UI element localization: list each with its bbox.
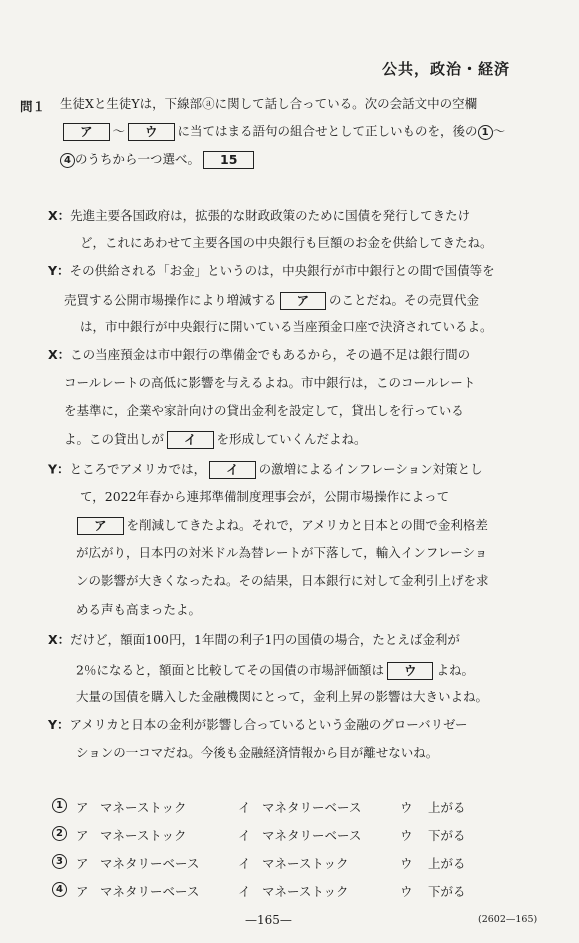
subject-header: 公共，政治・経済 xyxy=(382,60,511,78)
page-code: (2602—165) xyxy=(478,914,538,925)
dialogue-text: は，市中銀行が中央銀行に開いている当座預金口座で決済されているよ。 xyxy=(80,319,493,334)
blank-u-box: ウ xyxy=(387,662,434,680)
blank-a-box: ア xyxy=(63,123,110,141)
dialogue-text: だけど，額面100円，1年間の利子1円の国債の場合，たとえば金利が xyxy=(70,632,460,647)
question-number: 問１ xyxy=(20,99,46,114)
dialogue-y1-line-1 xyxy=(48,264,495,278)
option-label-u: ウ xyxy=(400,800,413,815)
dialogue-text: この当座預金は市中銀行の準備金でもあるから，その過不足は銀行間の xyxy=(70,347,471,362)
option-number-3: 3 xyxy=(52,854,67,869)
dialogue-y2-line-5 xyxy=(76,574,489,588)
blank-a-box: ア xyxy=(280,292,327,310)
dialogue-x2-line-3 xyxy=(64,404,464,418)
dialogue-text: める声も高まったよ。 xyxy=(76,602,202,617)
option-label-i: イ xyxy=(238,828,251,843)
page-number: —165— xyxy=(245,913,292,927)
dialogue-text: ンの影響が大きくなったね。その結果，日本銀行に対して金利引上げを求 xyxy=(76,573,489,588)
option-a-value: マネタリーベース xyxy=(100,856,200,871)
option-u-value: 上がる xyxy=(428,856,466,871)
option-label-i: イ xyxy=(238,884,251,899)
option-u-value: 上がる xyxy=(428,800,466,815)
dialogue-y1-line-3 xyxy=(80,320,493,334)
dialogue-text: を基準に，企業や家計向けの貸出金利を設定して，貸出しを行っている xyxy=(64,403,464,418)
dialogue-y2-line-6 xyxy=(76,603,201,617)
dialogue-x2-line-4 xyxy=(64,431,367,449)
tilde: ～ xyxy=(112,123,126,139)
speaker-x: X： xyxy=(48,347,71,362)
option-label-u: ウ xyxy=(400,828,413,843)
option-i-value: マネーストック xyxy=(262,884,349,899)
dialogue-x2-line-1 xyxy=(48,348,470,362)
dialogue-text: その供給される「お金」というのは，中央銀行が市中銀行との間で国債等を xyxy=(69,263,495,278)
dialogue-text: て，2022年春から連邦準備制度理事会が，公開市場操作によって xyxy=(80,489,450,504)
option-label-a: ア xyxy=(76,856,89,871)
option-a-value: マネタリーベース xyxy=(100,884,200,899)
option-a-value: マネーストック xyxy=(100,800,187,815)
option-i-value: マネーストック xyxy=(262,856,349,871)
dialogue-x3-line-1 xyxy=(48,633,460,647)
option-label-a: ア xyxy=(76,828,89,843)
option-label-u: ウ xyxy=(400,856,413,871)
option-label-a: ア xyxy=(76,800,89,815)
speaker-y: Y： xyxy=(48,461,70,477)
speaker-x: X： xyxy=(48,208,71,223)
dialogue-text: を形成していくんだよね。 xyxy=(216,431,367,447)
dialogue-text: コールレートの高低に影響を与えるよね。市中銀行は，このコールレート xyxy=(64,375,476,390)
dialogue-text: ど，これにあわせて主要各国の中央銀行も巨額のお金を供給してきたね。 xyxy=(80,235,493,250)
dialogue-x3-line-2 xyxy=(76,662,474,680)
dialogue-y1-line-2 xyxy=(64,292,479,310)
range-tilde: ～ xyxy=(492,123,506,139)
question-text-3: のうちから一つ選べ。 xyxy=(75,151,201,167)
dialogue-text: 先進主要各国政府は，拡張的な財政政策のために国債を発行してきたけ xyxy=(70,208,471,223)
dialogue-x1-line-2 xyxy=(80,236,493,250)
question-line-3 xyxy=(60,151,257,169)
dialogue-text: のことだね。その売買代金 xyxy=(329,292,480,308)
dialogue-text: が広がり，日本円の対米ドル為替レートが下落して，輸入インフレーショ xyxy=(76,545,488,560)
option-i-value: マネタリーベース xyxy=(262,828,362,843)
dialogue-text: 2％になると，額面と比較してその国債の市場評価額は xyxy=(76,662,384,678)
dialogue-text: 大量の国債を購入した金融機関にとって，金利上昇の影響は大きいよね。 xyxy=(76,689,489,704)
dialogue-y3-line-2 xyxy=(76,746,438,760)
option-label-a: ア xyxy=(76,884,89,899)
dialogue-y2-line-4 xyxy=(76,546,487,560)
question-text-1: 生徒Xと生徒Yは，下線部ⓐに関して話し合っている。次の会話文中の空欄 xyxy=(60,96,478,111)
speaker-y: Y： xyxy=(48,263,70,278)
dialogue-y2-line-3 xyxy=(74,517,488,535)
speaker-x: X： xyxy=(48,632,71,647)
dialogue-x3-line-3 xyxy=(76,690,488,704)
option-label-i: イ xyxy=(238,800,251,815)
blank-i-box: イ xyxy=(209,461,256,479)
dialogue-text: ところでアメリカでは， xyxy=(69,461,207,477)
dialogue-text: の激増によるインフレーション対策とし xyxy=(258,461,483,477)
answer-box: 15 xyxy=(203,151,254,169)
dialogue-text: を削減してきたよね。それで，アメリカと日本との間で金利格差 xyxy=(126,517,488,533)
question-line-1 xyxy=(60,97,477,111)
dialogue-y2-line-2 xyxy=(80,490,449,504)
option-u-value: 下がる xyxy=(428,884,466,899)
option-number-4: 4 xyxy=(52,882,67,897)
question-line-2 xyxy=(60,123,505,141)
speaker-y: Y： xyxy=(48,717,70,732)
option-number-1: 1 xyxy=(52,798,67,813)
option-number-2: 2 xyxy=(52,826,67,841)
dialogue-y2-line-1 xyxy=(48,461,483,479)
dialogue-text: アメリカと日本の金利が影響し合っているという金融のグローバリゼー xyxy=(69,717,468,732)
range-start-marker: 1 xyxy=(478,125,493,140)
blank-i-box: イ xyxy=(167,431,214,449)
range-end-marker: 4 xyxy=(60,153,75,168)
dialogue-text: よね。 xyxy=(436,662,474,678)
option-a-value: マネーストック xyxy=(100,828,187,843)
dialogue-text: よ。この貸出しが xyxy=(64,431,165,447)
dialogue-x1-line-1 xyxy=(48,209,470,223)
dialogue-x2-line-2 xyxy=(64,376,475,390)
question-text-2: に当てはまる語句の組合せとして正しいものを，後の xyxy=(177,123,478,139)
option-u-value: 下がる xyxy=(428,828,466,843)
dialogue-y3-line-1 xyxy=(48,718,467,732)
blank-a-box: ア xyxy=(77,517,124,535)
option-i-value: マネタリーベース xyxy=(262,800,362,815)
dialogue-text: 売買する公開市場操作により増減する xyxy=(64,292,277,308)
blank-u-box: ウ xyxy=(128,123,175,141)
dialogue-text: ションの一コマだね。今後も金融経済情報から目が離せないね。 xyxy=(76,745,439,760)
option-label-i: イ xyxy=(238,856,251,871)
option-label-u: ウ xyxy=(400,884,413,899)
